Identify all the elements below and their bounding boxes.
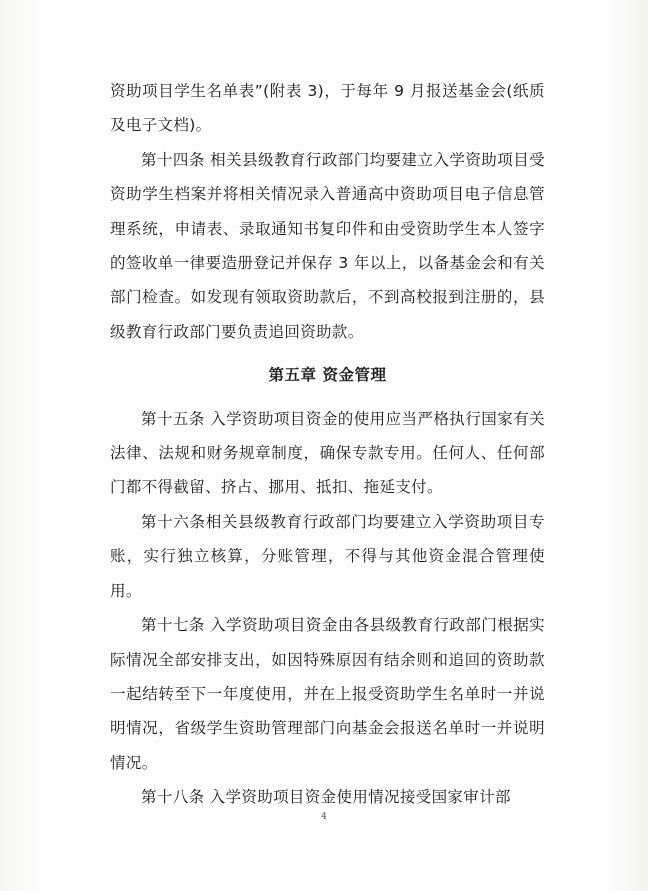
article-15: 第十五条 入学资助项目资金的使用应当严格执行国家有关法律、法规和财务规章制度，确保专款专用。任何人、任何部门都不得截留、挤占、挪用、抵扣、拖延支付。: [110, 409, 545, 497]
paragraph-continued: 资助项目学生名单表”(附表 3)，于每年 9 月报送基金会(纸质及电子文档)。: [110, 82, 545, 135]
document-body: [110, 74, 545, 815]
chapter-heading: 第五章 资金管理: [268, 366, 387, 385]
article-16: 第十六条相关县级教育行政部门均要建立入学资助项目专账，实行独立核算，分账管理，不得与其他资金混合管理使用。: [110, 512, 545, 600]
article-18: 第十八条 入学资助项目资金使用情况接受国家审计部: [141, 788, 511, 807]
page-number: 4: [321, 812, 327, 822]
article-17: 第十七条 入学资助项目资金由各县级教育行政部门根据实际情况全部安排支出，如因特殊原因有结余则和追回的资助款一起结转至下一年度使用，并在上报受资助学生名单时一并说明情况，省级学生资助管理部门向基金会报送名单时一并说明情况。: [110, 616, 545, 772]
article-14: 第十四条 相关县级教育行政部门均要建立入学资助项目受资助学生档案并将相关情况录入普通高中资助项目电子信息管理系统，申请表、录取通知书复印件和由受资助学生本人签字的签收单一律要造册登记并保存 3 年以上，以备基金会和有关部门检查。如发现有领取资助款后，不到高校报到注册的，县级教育行政部门要负责追回资助款。: [110, 150, 545, 341]
